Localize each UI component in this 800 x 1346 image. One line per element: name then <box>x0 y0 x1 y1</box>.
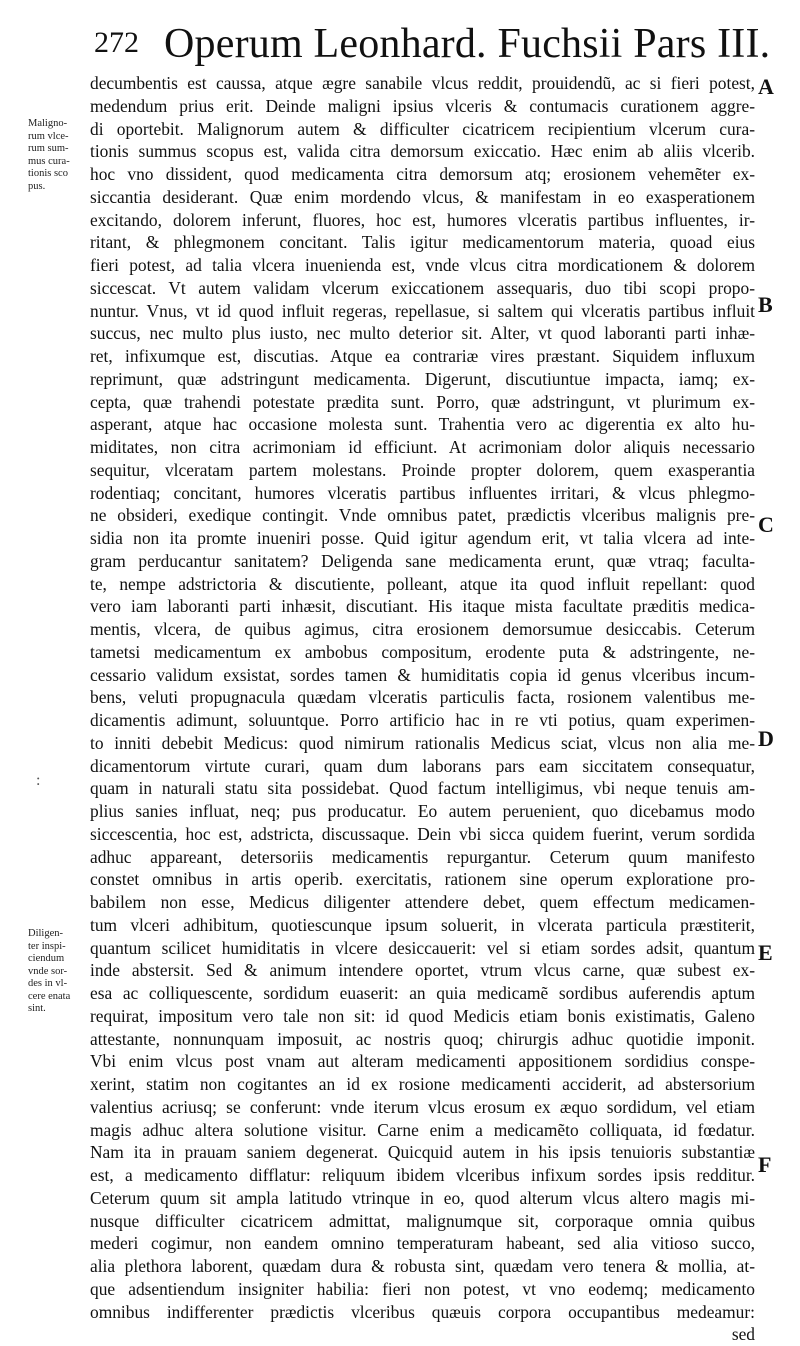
margin-note-line: tionis sco <box>28 168 68 179</box>
margin-notes <box>0 0 90 1300</box>
text-line: decumbentis est caussa, atque ægre sanabile vlcus reddit, prouidendũ, ac si fieri potest, <box>90 73 755 93</box>
text-line: esa ac colliquescente, sordidum euaserit: an quia medicamẽ sordibus auferendis aptum <box>90 983 755 1003</box>
page-number: 272 <box>94 26 139 59</box>
text-line: cessario validum exsistat, sordes tamen & humiditatis copia id genus vlceribus incum- <box>90 664 755 685</box>
text-line: cepta, quæ trahendi potestate prædita sunt. Porro, quæ adstringunt, vt plurimum ex- <box>90 391 755 412</box>
text-line: fieri potest, ad talia vlcera inuenienda est, vnde vlcus citra mordicationem & dolorem <box>90 255 755 275</box>
text-line: Nam ita in prauam saniem degenerat. Quicquid autem in his ipsis tenuioris substantiæ <box>90 1142 755 1163</box>
text-line: inde abstersit. Sed & animum intendere oportet, vtrum vlcus carne, quæ subest ex- <box>90 960 755 981</box>
text-line: gram perducantur sanitatem? Deligenda sane medicamenta erunt, quæ vtraq; faculta- <box>90 550 755 571</box>
text-line: tionis summus scopus est, valida citra demorsum exiccatio. Hæc enim ab aliis vlcerib. <box>90 141 755 162</box>
text-line: que adsentiendum insigniter habilia: fieri non potest, vt vno eodemq; medicamento <box>90 1278 755 1299</box>
margin-note-line: ciendum <box>28 953 65 964</box>
text-line: omnibus indifferenter prædictis vlceribus quæuis corpora occupantibus medeamur: <box>90 1301 755 1322</box>
running-title: Operum Leonhard. Fuchsii Pars III. <box>164 21 771 67</box>
text-line: tum vlceri adhibitum, quotiescunque ipsum soluerit, in vlcerata particula præstiterit, <box>90 914 755 935</box>
text-line: nusque difficulter cicatricem admittat, malignumque sit, corporaque omnia quibus <box>90 1210 755 1231</box>
margin-note-line: sint. <box>28 1003 46 1014</box>
margin-note-line: des in vl- <box>28 978 68 989</box>
text-line: Ceterum quum sit ampla latitudo vtrinque in eo, quod alterum vlcus altero magis mi- <box>90 1187 755 1208</box>
text-line: dicamentorum virtute curari, quam dum laborans pars eam siccitatem consequatur, <box>90 755 755 776</box>
text-line: est, a medicamento difflatur: reliquum ibidem vlceribus infixum sordes ipsis redditur. <box>90 1165 755 1185</box>
text-line: to inniti debebit Medicus: quod nimirum rationalis Medicus sciat, vlcus non alia me- <box>90 732 755 753</box>
section-letter-a: A <box>758 74 774 99</box>
text-line: dicamentis adimunt, soluuntque. Porro artificio hac in re vti potius, quam experimen- <box>90 710 755 730</box>
body-text <box>90 72 755 1346</box>
section-letter-c: C <box>758 512 774 537</box>
margin-note-line: vnde sor- <box>28 965 68 977</box>
text-line: siccescentia, hoc est, adstricta, discussaque. Dein vbi sicca quidem fuerint, verum sordida <box>90 823 755 844</box>
text-line: babilem non esse, Medicus diligenter attendere debet, quem effectum medicamen- <box>90 892 755 912</box>
text-line: quam in naturali statu sita possidebat. Quod factum intelligimus, vbi neque tenuis am- <box>90 778 755 799</box>
text-line: bens, veluti propugnacula quædam vlceratis particulis facta, rosionem valentibus me- <box>90 687 755 708</box>
text-line: hoc vno dissident, quod medicamenta citra demorsum atq; erosionem vehemẽter ex- <box>90 164 755 184</box>
text-line: nuntur. Vnus, vt id quod influit regeras, repellasue, si saltem qui vlceratis partibus influit <box>90 300 755 321</box>
margin-mark: : <box>36 772 41 789</box>
text-line: di oportebit. Malignorum autem & difficulter cicatricem recipientium vlcerum cura- <box>90 118 755 139</box>
text-line: Vbi enim vlcus post vnam aut alteram medicamenti appositionem sordidius conspe- <box>90 1051 755 1072</box>
text-line: miditates, non citra acrimoniam id efficiunt. At acrimoniam dolor aliquis necessario <box>90 437 755 457</box>
text-line: tametsi medicamentum ex ambobus compositum, erodente puta & adstringente, ne- <box>90 641 755 662</box>
margin-note-line: ter inspi- <box>28 940 66 952</box>
text-line: ret, infixumque est, discutias. Atque ea contrariæ vires præstant. Siquidem influxum <box>90 346 755 366</box>
text-line: ritant, & phlegmonem concitant. Talis igitur medicamentorum materia, quoad eius <box>90 232 755 253</box>
text-line: ne obsideri, exedique contingit. Vnde omnibus patet, prædictis vlceribus malignis pre- <box>90 505 755 526</box>
margin-note-diligenter <box>28 928 92 1016</box>
text-line: excitando, dolorem inferunt, fluores, hoc est, humores vlceratis partibus influentes, ir- <box>90 209 755 230</box>
text-line: sidia non ita promte inueniri posse. Quid igitur agendum erit, vt talia vlcera ad inte- <box>90 528 755 548</box>
text-line: attestante, nonnunquam imposuit, ac nostris quoq; chirurgis adhuc quotidie imponit. <box>90 1028 755 1049</box>
text-line: valentius acriusq; se conferunt: vnde iterum vlcus erosum ex æquo sordidum, vel etiam <box>90 1096 755 1117</box>
text-line: quantum scilicet humiditatis in vlcere desiccauerit: vel si etiam sordes adsit, quantum <box>90 937 755 958</box>
text-line: rodentiaq; concitant, humores vlceratis partibus influentes irritari, & vlcus phlegmo- <box>90 482 755 503</box>
section-letter-b: B <box>758 292 773 317</box>
text-line: reprimunt, quæ adstringunt medicamenta. Digerunt, discutiuntue impacta, iamq; ex- <box>90 368 755 389</box>
text-line: constet omnibus in artis operib. exercitatis, rationem sine operum exploratione pro- <box>90 869 755 890</box>
margin-note-line: Diligen- <box>28 928 63 939</box>
text-line: medendum prius erit. Deinde maligni ipsius vlceris & contumacis curationem aggre- <box>90 95 755 116</box>
margin-note-line: rum vlce- <box>28 130 69 142</box>
text-line: adhuc appareant, detersoriis medicamentis repurgantur. Ceterum quum manifesto <box>90 846 755 867</box>
text-line: alia plethora laborent, quædam dura & robusta sint, quædam vero tenera & mollia, at- <box>90 1256 755 1276</box>
text-line: sed <box>731 1324 755 1345</box>
text-line: vero iam laboranti parti inhæsit, discutiant. His itaque mista facultate præditis medica- <box>90 596 755 617</box>
text-line: siccescat. Vt autem validam vlcerum exiccationem assequaris, duo tibi scopi propo- <box>90 277 755 298</box>
margin-note-line: cere enata <box>28 990 71 1002</box>
margin-note-line: pus. <box>28 180 46 192</box>
text-line: mentis, vlcera, de quibus agimus, citra erosionem demorsumue desiccabis. Ceterum <box>90 619 755 639</box>
text-line: succus, nec multo plus iusto, nec multo deterior sit. Alter, vt quod laboranti parti inhæ- <box>90 323 755 344</box>
margin-note-line: Maligno- <box>28 118 68 129</box>
section-letter-e: E <box>758 940 773 965</box>
text-line: siccantia desiderant. Quæ enim mordendo vlcus, & manifestam in eo exasperationem <box>90 186 755 207</box>
text-line: sequitur, vlceratam partem molestans. Proinde propter dolorem, quem exasperantia <box>90 459 755 480</box>
margin-note-line: mus cura- <box>28 155 70 167</box>
section-letter-d: D <box>758 726 774 751</box>
section-letter-f: F <box>758 1152 772 1177</box>
text-line: te, nempe adstrictoria & discutiente, polleant, atque ita quod influit repellant: quod <box>90 573 755 594</box>
text-line: mederi cogimur, non eandem omnino temperaturam habeant, sed alia vitioso succo, <box>90 1233 755 1254</box>
margin-note-malignorum <box>28 118 92 193</box>
page-header <box>40 8 771 67</box>
text-line: asperant, atque hac occasione molesta sunt. Trahentia vero ac digerentia ex alto hu- <box>90 414 755 435</box>
margin-note-line: rum sum- <box>28 143 69 154</box>
text-line: requirat, impositum vero tale non sit: id quod Medicis etiam bonis existimatis, Galeno <box>90 1005 755 1026</box>
text-line: magis adhuc altera solutione visitur. Carne enim a medicamẽto colliquata, id fœdatur. <box>90 1119 755 1140</box>
text-line: plius sanies influat, neq; pus producatur. Eo autem peruenient, quo dicebamus modo <box>90 801 755 821</box>
text-line: xerint, statim non cogitantes an id ex rosione medicamenti acciderit, ad abstersorium <box>90 1074 755 1094</box>
